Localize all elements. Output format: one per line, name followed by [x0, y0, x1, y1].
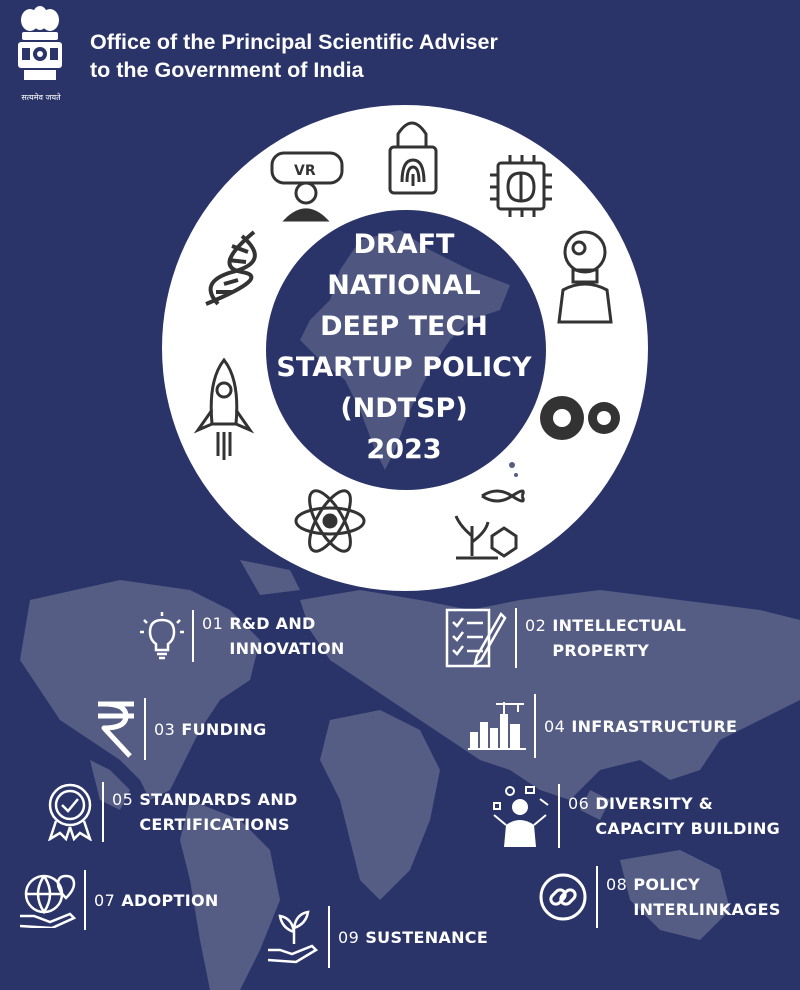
- policy-title-line5: (NDTSP): [340, 393, 468, 424]
- pillar-number: 02: [525, 616, 547, 635]
- pillar-divider: [596, 866, 598, 928]
- pillar-funding: [96, 698, 267, 760]
- pillar-divider: [144, 698, 146, 760]
- pillar-label-line1: R&D AND: [229, 614, 316, 633]
- pillar-number: 08: [606, 875, 628, 894]
- brain-chip-icon: [490, 155, 552, 217]
- pillar-rd-innovation: [140, 610, 345, 662]
- pillar-label-line2: PROPERTY: [552, 641, 650, 660]
- svg-text:VR: VR: [294, 163, 316, 179]
- pillar-label-line1: INTELLECTUAL: [552, 616, 687, 635]
- pillar-diversity-capacity: [490, 784, 780, 848]
- pillar-number: 06: [568, 794, 590, 813]
- pillar-intellectual-property: [445, 608, 686, 668]
- pillar-divider: [84, 870, 86, 930]
- office-title-line1: Office of the Principal Scientific Adviser: [90, 30, 498, 54]
- pillar-divider: [102, 782, 104, 842]
- link-icon: [538, 872, 588, 922]
- policy-title-line4: STARTUP POLICY: [276, 352, 532, 383]
- lightbulb-icon: [140, 612, 184, 660]
- document-pen-icon: [445, 608, 507, 668]
- pillar-number: 03: [154, 719, 176, 739]
- pillar-label-line1: INFRASTRUCTURE: [571, 716, 738, 736]
- pillar-number: 01: [202, 614, 224, 633]
- pillar-number: 04: [544, 716, 566, 736]
- globe-hand-icon: [20, 872, 76, 928]
- pillar-label-line2: CERTIFICATIONS: [139, 815, 290, 834]
- pillar-label-line1: FUNDING: [181, 719, 267, 739]
- city-crane-icon: [468, 702, 526, 750]
- pillar-divider: [192, 610, 194, 662]
- pillar-number: 07: [94, 890, 116, 910]
- pillar-policy-interlinkages: [538, 866, 781, 928]
- pillar-label-line1: DIVERSITY &: [595, 794, 714, 813]
- woman-juggling-icon: [490, 785, 550, 847]
- policy-title-line2: NATIONAL: [327, 270, 481, 301]
- policy-title-line6: 2023: [366, 434, 442, 465]
- pillar-standards-certifications: [46, 782, 298, 842]
- office-title-line2: to the Government of India: [90, 58, 364, 82]
- pillar-divider: [515, 608, 517, 668]
- pillar-label-line2: CAPACITY BUILDING: [595, 819, 781, 838]
- policy-title-line1: DRAFT: [353, 229, 455, 260]
- emblem-motto: सत्यमेव जयते: [21, 93, 61, 102]
- pillar-sustenance: [268, 906, 488, 968]
- pillar-number: 05: [112, 790, 134, 809]
- badge-check-icon: [46, 783, 94, 841]
- pillar-infrastructure: [468, 694, 737, 758]
- pillar-label-line1: ADOPTION: [121, 890, 219, 910]
- pillar-number: 09: [338, 927, 360, 947]
- pillar-divider: [534, 694, 536, 758]
- pillar-label-line1: SUSTENANCE: [365, 927, 489, 947]
- pillar-label-line1: STANDARDS AND: [139, 790, 298, 809]
- rupee-icon: [96, 700, 136, 758]
- pillar-adoption: [20, 870, 219, 930]
- policy-title: [268, 224, 540, 470]
- pillar-label-line2: INTERLINKAGES: [633, 900, 781, 919]
- hand-plant-icon: [268, 910, 320, 964]
- pillar-label-line2: INNOVATION: [229, 639, 345, 658]
- pillar-divider: [558, 784, 560, 848]
- policy-title-line3: DEEP TECH: [320, 311, 488, 342]
- pillar-divider: [328, 906, 330, 968]
- pillar-label-line1: POLICY: [633, 875, 700, 894]
